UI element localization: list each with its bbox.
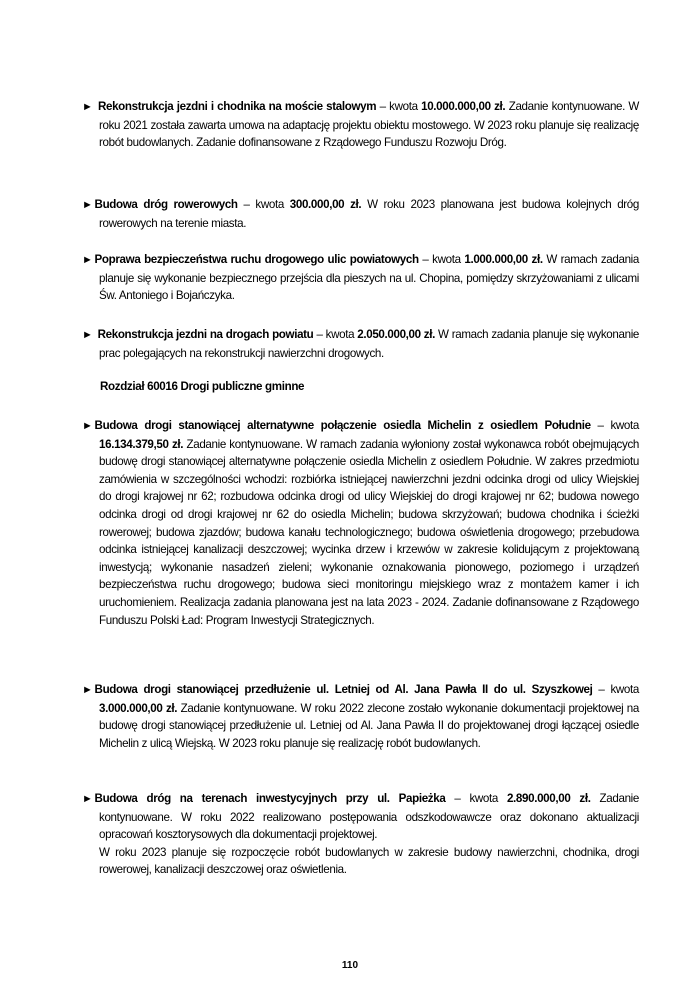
entry-title: Budowa dróg na terenach inwestycyjnych przy ul. Papieżka — [94, 792, 446, 805]
entry-dash: – kwota — [418, 253, 465, 266]
entry-dash: – kwota — [237, 198, 290, 211]
entry-text: Zadanie kontynuowane. W roku 2022 realizowano postępowania odszkodowawcze oraz dokonano aktualizacji opracowań kosztorysowych dla dokumentacji projektowej. — [99, 792, 639, 842]
entry-dash: – kwota — [313, 328, 358, 341]
bullet-arrow-icon: ► — [82, 101, 93, 113]
entry-amount: 2.050.000,00 zł. — [357, 328, 435, 341]
page-number: 110 — [341, 960, 359, 971]
budget-entry-bridge-reconstruction — [82, 98, 639, 152]
entry-title: Rekonstrukcja jezdni i chodnika na moście stalowym — [97, 100, 377, 113]
bullet-arrow-icon: ► — [82, 793, 93, 805]
entry-title: Budowa dróg rowerowych — [94, 198, 238, 211]
entry-text: Zadanie kontynuowane. W ramach zadania wyłoniony został wykonawca robót obejmujących budowę drogi stanowiącej alternatywne połączenie osiedla Michelin z osiedlem Południe. W zakres przedmiotu zamówienia w szczególności wchodzi: rozbiórka istniejącej nawierzchni jezdni odcinka drogi od ulicy Wiejskiej do drogi krajowej nr 62; rozbudowa odcinka drogi od ulicy Wiejskiej do drogi krajowej nr 62; budowa nowego odcinka drogi od drogi krajowej nr 62 do osiedla Michelin; budowa skrzyżowań; budowa chodnika i ścieżki rowerowej; budowa zjazdów; budowa kanału technologicznego; budowa oświetlenia drogowego; przebudowa odcinka istniejącej kanalizacji deszczowej; wycinka drzew i krzewów w zakresie kolidującym z projektowaną inwestycją; wykonanie nasadzeń zieleni; wykonanie oznakowania pionowego, poziomego i urządzeń bezpieczeństwa ruchu drogowego; budowa sieci monitoringu miejskiego wraz z montażem kamer i ich uruchomieniem. Realizacja zadania planowana jest na lata 2023 - 2024. Zadanie dofinansowane z Rządowego Funduszu Polski Ład: Program Inwestycji Strategicznych. — [99, 437, 639, 627]
budget-entry-county-roads — [82, 326, 639, 362]
bullet-arrow-icon: ► — [82, 199, 93, 211]
entry-amount: 3.000.000,00 zł. — [99, 701, 178, 715]
entry-amount: 16.134.379,50 zł. — [99, 437, 184, 451]
entry-text: W roku 2023 planowana jest budowa kolejnych dróg rowerowych na terenie miasta. — [99, 198, 639, 230]
entry-text: Zadanie kontynuowane. W roku 2021 została zawarta umowa na adaptację projektu obiektu mostowego. W 2023 roku planuje się realizację robót budowlanych. Zadanie dofinansowane z Rządowego Funduszu Rozwoju Dróg. — [99, 100, 640, 150]
section-heading: Rozdział 60016 Drogi publiczne gminne — [100, 380, 305, 393]
entry-title: Rekonstrukcja jezdni na drogach powiatu — [97, 328, 314, 341]
entry-dash: – kwota — [592, 683, 639, 696]
entry-text: W ramach zadania planuje się wykonanie bezpiecznego przejścia dla pieszych na ul. Chopina, pomiędzy skrzyżowaniami z ulicami Św. Antoniego i Bojańczyka. — [99, 253, 639, 303]
entry-amount: 2.890.000,00 zł. — [506, 792, 591, 805]
entry-text-continued: W roku 2023 planuje się rozpoczęcie robót budowlanych w zakresie budowy nawierzchni, chodnika, drogi rowerowej, kanalizacji deszczowej oraz oświetlenia. — [99, 845, 639, 877]
entry-dash: – kwota — [445, 792, 507, 805]
entry-amount: 300.000,00 zł. — [289, 198, 362, 211]
entry-title: Budowa drogi stanowiącej alternatywne połączenie osiedla Michelin z osiedlem Południe — [94, 419, 591, 432]
budget-entry-michelin-road — [82, 417, 639, 629]
bullet-arrow-icon: ► — [82, 329, 93, 341]
bullet-arrow-icon: ► — [82, 420, 93, 432]
entry-title: Poprawa bezpieczeństwa ruchu drogowego ulic powiatowych — [94, 253, 419, 266]
entry-amount: 1.000.000,00 zł. — [464, 253, 543, 266]
bullet-arrow-icon: ► — [82, 684, 93, 696]
entry-text: W ramach zadania planuje się wykonanie prac polegających na rekonstrukcji nawierzchni drogowych. — [99, 328, 640, 360]
entry-text: Zadanie kontynuowane. W roku 2022 zlecone zostało wykonanie dokumentacji projektowej na budowę drogi stanowiącej przedłużenie ul. Letniej od Al. Jana Pawła II do projektowanej drogi łączącej osiedle Michelin z ulicą Wiejską. W 2023 roku planuje się realizację robót budowlanych. — [99, 701, 639, 750]
entry-amount: 10.000.000,00 zł. — [421, 100, 506, 113]
entry-dash: – kwota — [376, 100, 422, 113]
bullet-arrow-icon: ► — [82, 254, 93, 266]
budget-entry-bike-roads — [82, 196, 639, 232]
entry-dash: – kwota — [590, 419, 639, 432]
budget-entry-road-safety — [82, 251, 639, 305]
entry-title: Budowa drogi stanowiącej przedłużenie ul. Letniej od Al. Jana Pawła II do ul. Szyszkowej — [94, 683, 593, 696]
budget-entry-papiezka-roads — [82, 790, 639, 879]
budget-entry-letnia-extension — [82, 681, 639, 752]
